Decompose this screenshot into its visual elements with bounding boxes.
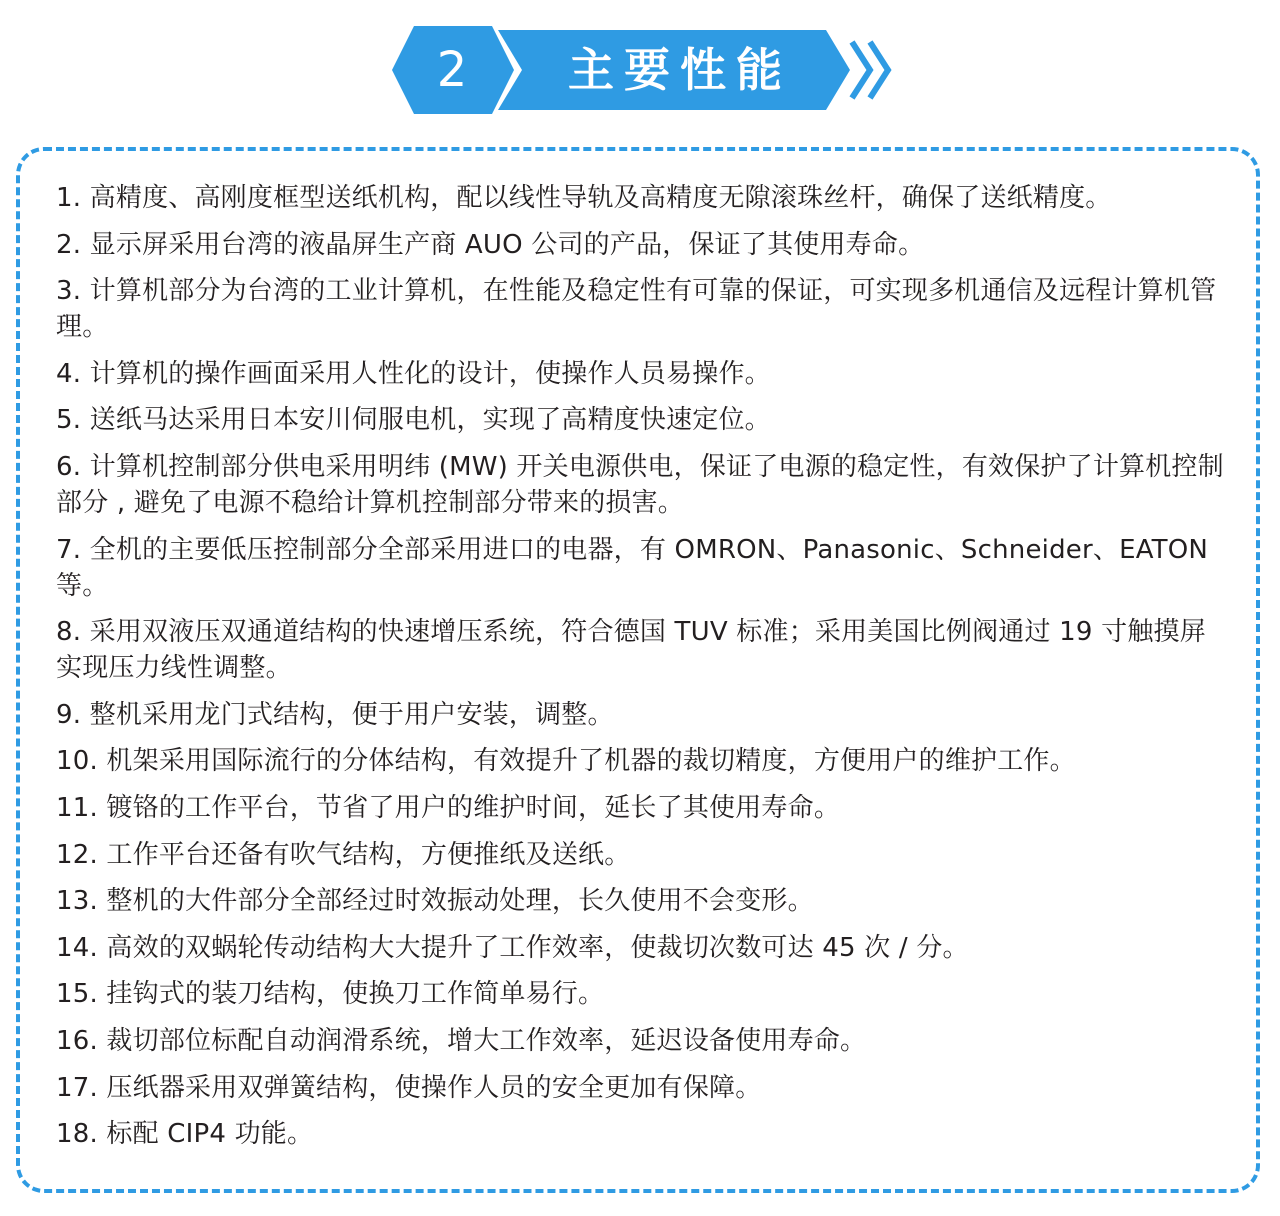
list-item: 17. 压纸器采用双弹簧结构，使操作人员的安全更加有保障。: [56, 1072, 762, 1103]
list-item: 10. 机架采用国际流行的分体结构，有效提升了机器的裁切精度，方便用户的维护工作。: [56, 746, 1076, 777]
list-item: 8. 采用双液压双通道结构的快速增压系统，符合德国 TUV 标准；采用美国比例阀通过 19 寸触摸屏实现压力线性调整。: [56, 617, 1206, 684]
list-item: 14. 高效的双蜗轮传动结构大大提升了工作效率，使裁切次数可达 45 次 / 分。: [56, 932, 969, 963]
list-item: 9. 整机采用龙门式结构，便于用户安装，调整。: [56, 699, 614, 730]
list-item: 11. 镀铬的工作平台，节省了用户的维护时间，延长了其使用寿命。: [56, 792, 841, 823]
list-item: 4. 计算机的操作画面采用人性化的设计，使操作人员易操作。: [56, 358, 771, 389]
list-item: 16. 裁切部位标配自动润滑系统，增大工作效率，延迟设备使用寿命。: [56, 1025, 867, 1056]
list-item: 3. 计算机部分为台湾的工业计算机，在性能及稳定性有可靠的保证，可实现多机通信及远程计算机管理。: [56, 276, 1217, 343]
section-number: 2: [436, 42, 468, 98]
list-item: 5. 送纸马达采用日本安川伺服电机，实现了高精度快速定位。: [56, 405, 771, 436]
list-item: 2. 显示屏采用台湾的液晶屏生产商 AUO 公司的产品，保证了其使用寿命。: [56, 229, 925, 260]
section-title: 主要性能: [568, 43, 792, 97]
feature-list: [56, 180, 1232, 1163]
list-item: 18. 标配 CIP4 功能。: [56, 1119, 314, 1150]
section-header: [0, 0, 1280, 130]
list-item: 15. 挂钩式的装刀结构，使换刀工作简单易行。: [56, 979, 605, 1010]
double-chevron-right-icon: [852, 42, 888, 98]
list-item: 1. 高精度、高刚度框型送纸机构，配以线性导轨及高精度无隙滚珠丝杆，确保了送纸精度。: [56, 183, 1112, 213]
list-item: 6. 计算机控制部分供电采用明纬 (MW) 开关电源供电，保证了电源的稳定性，有效保护了计算机控制部分 , 避免了电源不稳给计算机控制部分带来的损害。: [56, 451, 1224, 518]
list-item: 12. 工作平台还备有吹气结构，方便推纸及送纸。: [56, 839, 631, 870]
list-item: 13. 整机的大件部分全部经过时效振动处理，长久使用不会变形。: [56, 886, 814, 917]
list-item: 7. 全机的主要低压控制部分全部采用进口的电器，有 OMRON、Panasonic、Schneider、EATON 等。: [56, 534, 1209, 601]
